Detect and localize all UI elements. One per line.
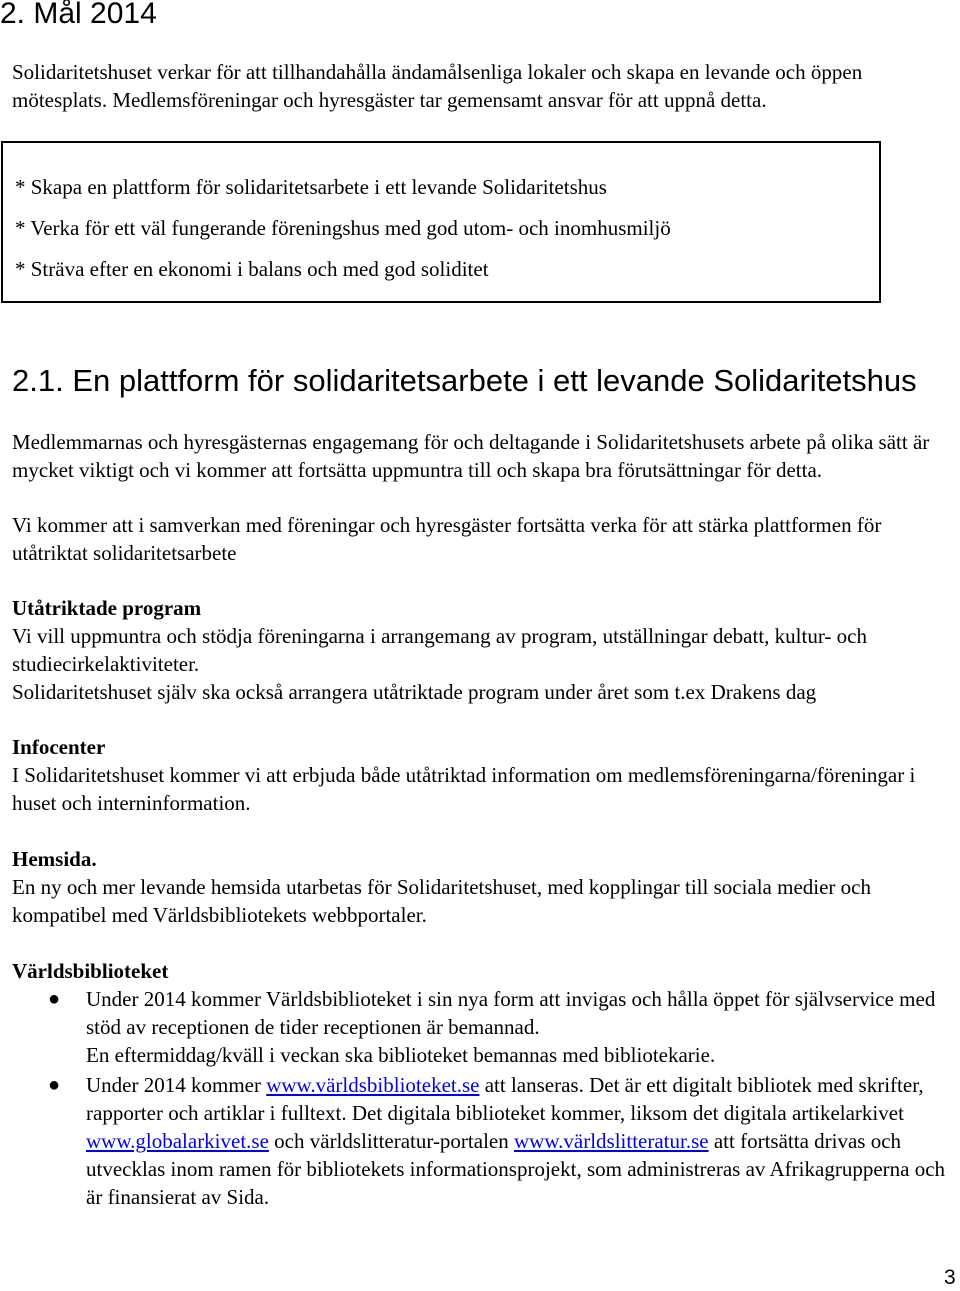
program-text: [12, 622, 952, 706]
varldsbiblioteket-heading: Världsbiblioteket: [12, 959, 169, 983]
goal-item: * Verka för ett väl fungerande föreningshus med god utom- och inomhusmiljö: [15, 216, 671, 240]
hemsida-text: En ny och mer levande hemsida utarbetas för Solidaritetshuset, med kopplingar till sociala medier och kompatibel med Världsbibliotekets webbportaler.: [12, 875, 872, 927]
list-item-text: att fortsätta drivas och utvecklas inom ramen för bibliotekets informationsprojekt, som administreras av Afrikagrupperna och är finansierat av Sida.: [86, 1129, 946, 1209]
list-item: [86, 985, 952, 1069]
goal-item: * Sträva efter en ekonomi i balans och med god soliditet: [15, 257, 489, 281]
program-line-1: Vi vill uppmuntra och stödja föreningarna i arrangemang av program, utställningar debatt, kultur- och studiecirkelaktiviteter.: [12, 624, 867, 676]
list-item-text: att lanseras. Det är ett digitalt bibliotek med skrifter, rapporter och artiklar i fulltext. Det digitala biblioteket kommer, liksom det digitala artikelarkivet: [86, 1073, 924, 1125]
infocenter-heading: Infocenter: [12, 735, 106, 759]
list-item-text: och världslitteratur-portalen: [268, 1129, 514, 1153]
hemsida-heading: Hemsida.: [12, 847, 97, 871]
subsection-heading: 2.1. En plattform för solidaritetsarbete i ett levande Solidaritetshus: [12, 363, 917, 398]
bullet-icon: ●: [48, 988, 61, 1010]
infocenter-text: I Solidaritetshuset kommer vi att erbjuda både utåtriktad information om medlemsföreningarna/föreningar i huset och interninformation.: [12, 763, 916, 815]
intro-paragraph: Solidaritetshuset verkar för att tillhandahålla ändamålsenliga lokaler och skapa en levande och öppen mötesplats. Medlemsföreningar och hyresgäster tar gemensamt ansvar för att uppnå detta.: [12, 60, 863, 112]
body-paragraph: Vi kommer att i samverkan med föreningar och hyresgäster fortsätta verka för att stärka plattformen för utåtriktat solidaritetsarbete: [12, 513, 882, 565]
goal-item: * Skapa en plattform för solidaritetsarbete i ett levande Solidaritetshus: [15, 175, 607, 199]
program-heading: Utåtriktade program: [12, 596, 202, 620]
program-line-2: Solidaritetshuset själv ska också arrangera utåtriktade program under året som t.ex Drakens dag: [12, 680, 817, 704]
goals-box: [1, 141, 881, 303]
list-item: [86, 1071, 952, 1211]
varldsbiblioteket-link[interactable]: www.världsbiblioteket.se: [266, 1073, 480, 1097]
globalarkivet-link[interactable]: www.globalarkivet.se: [86, 1129, 269, 1153]
page-number: 3: [944, 1266, 956, 1289]
section-heading: 2. Mål 2014: [0, 0, 157, 30]
list-item-text: En eftermiddag/kväll i veckan ska biblioteket bemannas med bibliotekarie.: [86, 1043, 716, 1067]
body-paragraph: Medlemmarnas och hyresgästernas engagemang för och deltagande i Solidaritetshusets arbete på olika sätt är mycket viktigt och vi kommer att fortsätta uppmuntra till och skapa bra förutsättningar för detta.: [12, 430, 930, 482]
list-item-text: Under 2014 kommer Världsbiblioteket i sin nya form att invigas och hålla öppet för självservice med stöd av receptionen de tider receptionen är bemannad.: [86, 987, 936, 1039]
bullet-icon: ●: [48, 1074, 61, 1096]
varldslitteratur-link[interactable]: www.världslitteratur.se: [514, 1129, 709, 1153]
list-item-text: Under 2014 kommer: [86, 1073, 267, 1097]
